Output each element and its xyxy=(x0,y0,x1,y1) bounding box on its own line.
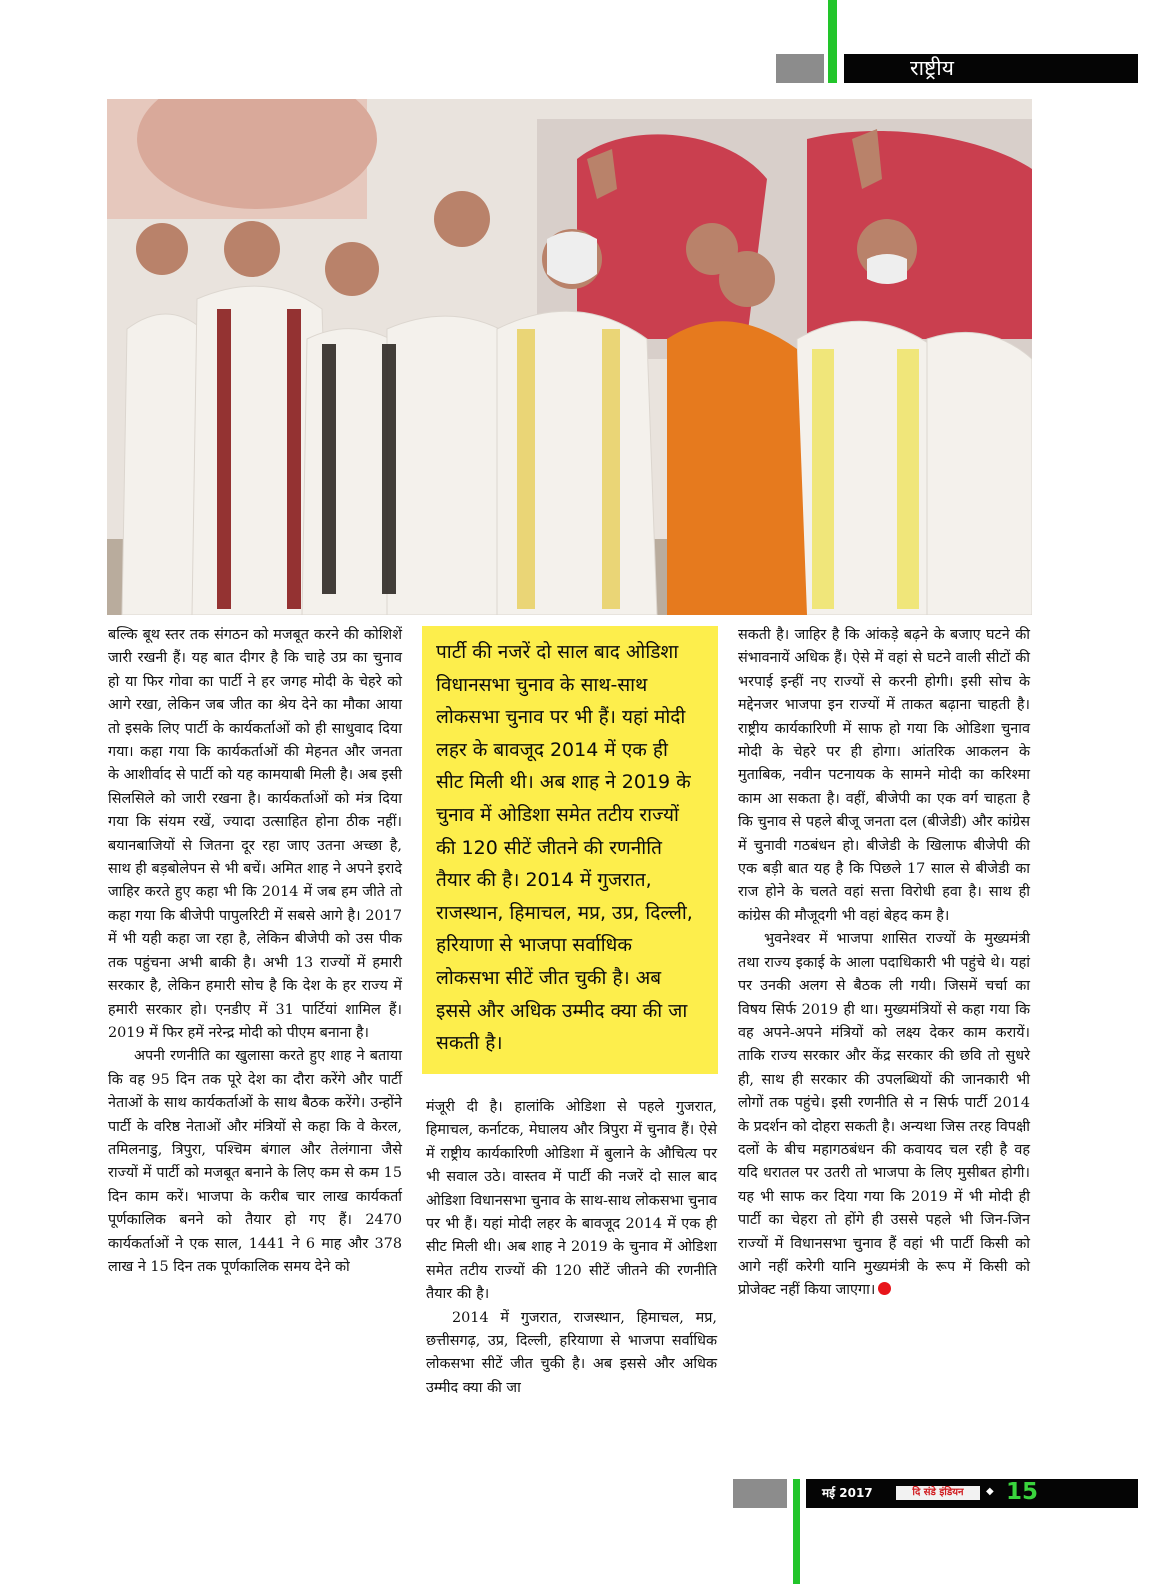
bottom-gray-block xyxy=(733,1479,787,1508)
top-gray-block xyxy=(776,54,824,83)
column3-paragraph-2 xyxy=(738,928,1030,1303)
column2-paragraph-2: 2014 में गुजरात, राजस्थान, हिमाचल, मप्र, छत्तीसगढ़, उप्र, दिल्ली, हरियाणा से भाजपा सर्वाधिक लोकसभा सीटें जीत चुकी है। अब इससे और अधिक उम्मीद क्या की जा xyxy=(426,1309,717,1396)
end-mark-icon xyxy=(878,1282,891,1295)
column3-paragraph-2-text: भुवनेश्वर में भाजपा शासित राज्यों के मुख्यमंत्री तथा राज्य इकाई के आला पदाधिकारी भी पहुंचे थे। यहां पर उनकी अलग से बैठक ली गयी। जिसमें चर्चा का विषय सिर्फ 2019 ही था। मुख्यमंत्रियों से कहा गया कि वह अपने-अपने मंत्रियों को लक्ष्य देकर काम करायें। ताकि राज्य सरकार और केंद्र सरकार की छवि तो सुधरे ही, साथ ही सरकार की उपलब्धियों की जानकारी भी लोगों तक पहुंचे। इसी रणनीति से न सिर्फ पार्टी 2014 के प्रदर्शन को दोहरा सकती है। अन्यथा जिस तरह विपक्षी दलों के बीच महागठबंधन की कवायद चल रही है वह यदि धरातल पर उतरी तो भाजपा के लिए मुसीबत होगी। यह भी साफ कर दिया गया कि 2019 में भी मोदी ही पार्टी का चेहरा तो होंगे ही उससे पहले भी जिन-जिन राज्यों में विधानसभा चुनाव हैं वहां भी पार्टी किसी को आगे नहीं करेगी यानि मुख्यमंत्री के रूप में किसी को प्रोजेक्ट नहीं किया जाएगा। xyxy=(738,931,1030,1299)
column3-paragraph-1: सकती है। जाहिर है कि आंकड़े बढ़ने के बजाए घटने की संभावनायें अधिक हैं। ऐसे में वहां से घटने वाली सीटों की भरपाई इन्हीं नए राज्यों से करनी होगी। इसी सोच के मद्देनजर भाजपा इन राज्यों में ताकत बढ़ाना चाहती है। राष्ट्रीय कार्यकारिणी में साफ हो गया कि ओडिशा चुनाव मोदी के चेहरे पर ही होगा। आंतरिक आकलन के मुताबिक, नवीन पटनायक के सामने मोदी का करिश्मा काम आ सकता है। वहीं, बीजेपी का एक वर्ग चाहता है कि चुनाव से पहले बीजू जनता दल (बीजेडी) और कांग्रेस में चुनावी गठबंधन हो। बीजेडी के खिलाफ बीजेपी की एक बड़ी बात यह है कि पिछले 17 साल से बीजेडी का राज होने के चलते वहां सत्ता विरोधी हवा है। साथ ही कांग्रेस की मौजूदगी भी वहां बेहद कम है। xyxy=(738,627,1030,924)
page-number: 15 xyxy=(1006,1479,1039,1505)
column2-paragraph-1: मंजूरी दी है। हालांकि ओडिशा से पहले गुजरात, हिमाचल, कर्नाटक, मेघालय और त्रिपुरा में चुनाव हैं। ऐसे में राष्ट्रीय कार्यकारिणी ओडिशा में बुलाने के औचित्य पर भी सवाल उठे। वास्तव में पार्टी की नजरें दो साल बाद ओडिशा विधानसभा चुनाव के साथ-साथ लोकसभा चुनाव पर भी हैं। यहां मोदी लहर के बावजूद 2014 में एक ही सीट मिली थी। अब शाह ने 2019 के चुनाव में ओडिशा समेत तटीय राज्यों की 120 सीटें जीतने की रणनीति तैयार की है। xyxy=(426,1099,717,1303)
pull-quote-box xyxy=(422,626,718,1074)
footer-bullet-icon: ◆ xyxy=(986,1486,994,1497)
bottom-accent-bar xyxy=(793,1479,800,1584)
magazine-logo: दि संडे इंडियन xyxy=(896,1486,980,1500)
article-column-3 xyxy=(738,624,1030,1303)
section-header-bar xyxy=(844,54,1138,83)
section-label: राष्ट्रीय xyxy=(910,56,954,80)
article-column-1 xyxy=(108,624,402,1279)
issue-month: मई 2017 xyxy=(822,1486,873,1500)
rally-photo-illustration xyxy=(107,99,1032,615)
rally-photo xyxy=(107,99,1032,615)
article-column-2 xyxy=(426,1096,717,1400)
top-accent-bar xyxy=(828,0,837,83)
column1-paragraph-1: बल्कि बूथ स्तर तक संगठन को मजबूत करने की कोशिशें जारी रखनी हैं। यह बात दीगर है कि चाहे उप्र का चुनाव हो या फिर गोवा का पार्टी ने हर जगह मोदी के चेहरे को आगे रखा, लेकिन जब जीत का श्रेय देने का मौका आया तो इसके लिए पार्टी के कार्यकर्ताओं को ही साधुवाद दिया गया। कहा गया कि कार्यकर्ताओं की मेहनत और जनता के आशीर्वाद से पार्टी को यह कामयाबी मिली है। अब इसी सिलसिले को जारी रखना है। कार्यकर्ताओं को मंत्र दिया गया कि संयम रखें, ज्यादा उत्साहित होना ठीक नहीं। बयानबाजियों से जितना दूर रहा जाए उतना अच्छा है, साथ ही बड़बोलेपन से भी बचें। अमित शाह ने अपने इरादे जाहिर करते हुए कहा भी कि 2014 में जब हम जीते तो कहा गया कि बीजेपी पापुलरिटी में सबसे आगे है। 2017 में भी यही कहा जा रहा है, लेकिन बीजेपी को उस पीक तक पहुंचना अभी बाकी है। अभी 13 राज्यों में हमारी सरकार है, लेकिन हमारी सोच है कि देश के हर राज्य में हमारी सरकार हो। एनडीए में 31 पार्टियां शामिल हैं। 2019 में फिर हमें नरेन्द्र मोदी को पीएम बनाना है। xyxy=(108,627,402,1041)
pull-quote-text: पार्टी की नजरें दो साल बाद ओडिशा विधानसभा चुनाव के साथ-साथ लोकसभा चुनाव पर भी हैं। यहां मोदी लहर के बावजूद 2014 में एक ही सीट मिली थी। अब शाह ने 2019 के चुनाव में ओडिशा समेत तटीय राज्यों की 120 सीटें जीतने की रणनीति तैयार की है। 2014 में गुजरात, राजस्थान, हिमाचल, मप्र, उप्र, दिल्ली, हरियाणा से भाजपा सर्वाधिक लोकसभा सीटें जीत चुकी है। अब इससे और अधिक उम्मीद क्या की जा सकती है। xyxy=(436,641,693,1055)
column1-paragraph-2: अपनी रणनीति का खुलासा करते हुए शाह ने बताया कि वह 95 दिन तक पूरे देश का दौरा करेंगे और पार्टी नेताओं के साथ कार्यकर्ताओं के साथ बैठक करेंगे। उन्होंने पार्टी के वरिष्ठ नेताओं और मंत्रियों से कहा कि वे केरल, तमिलनाडु, त्रिपुरा, पश्चिम बंगाल और तेलंगाना जैसे राज्यों में पार्टी को मजबूत बनाने के लिए कम से कम 15 दिन काम करें। भाजपा के करीब चार लाख कार्यकर्ता पूर्णकालिक बनने को तैयार हो गए हैं। 2470 कार्यकर्ताओं ने एक साल, 1441 ने 6 माह और 378 लाख ने 15 दिन तक पूर्णकालिक समय देने को xyxy=(108,1048,402,1275)
